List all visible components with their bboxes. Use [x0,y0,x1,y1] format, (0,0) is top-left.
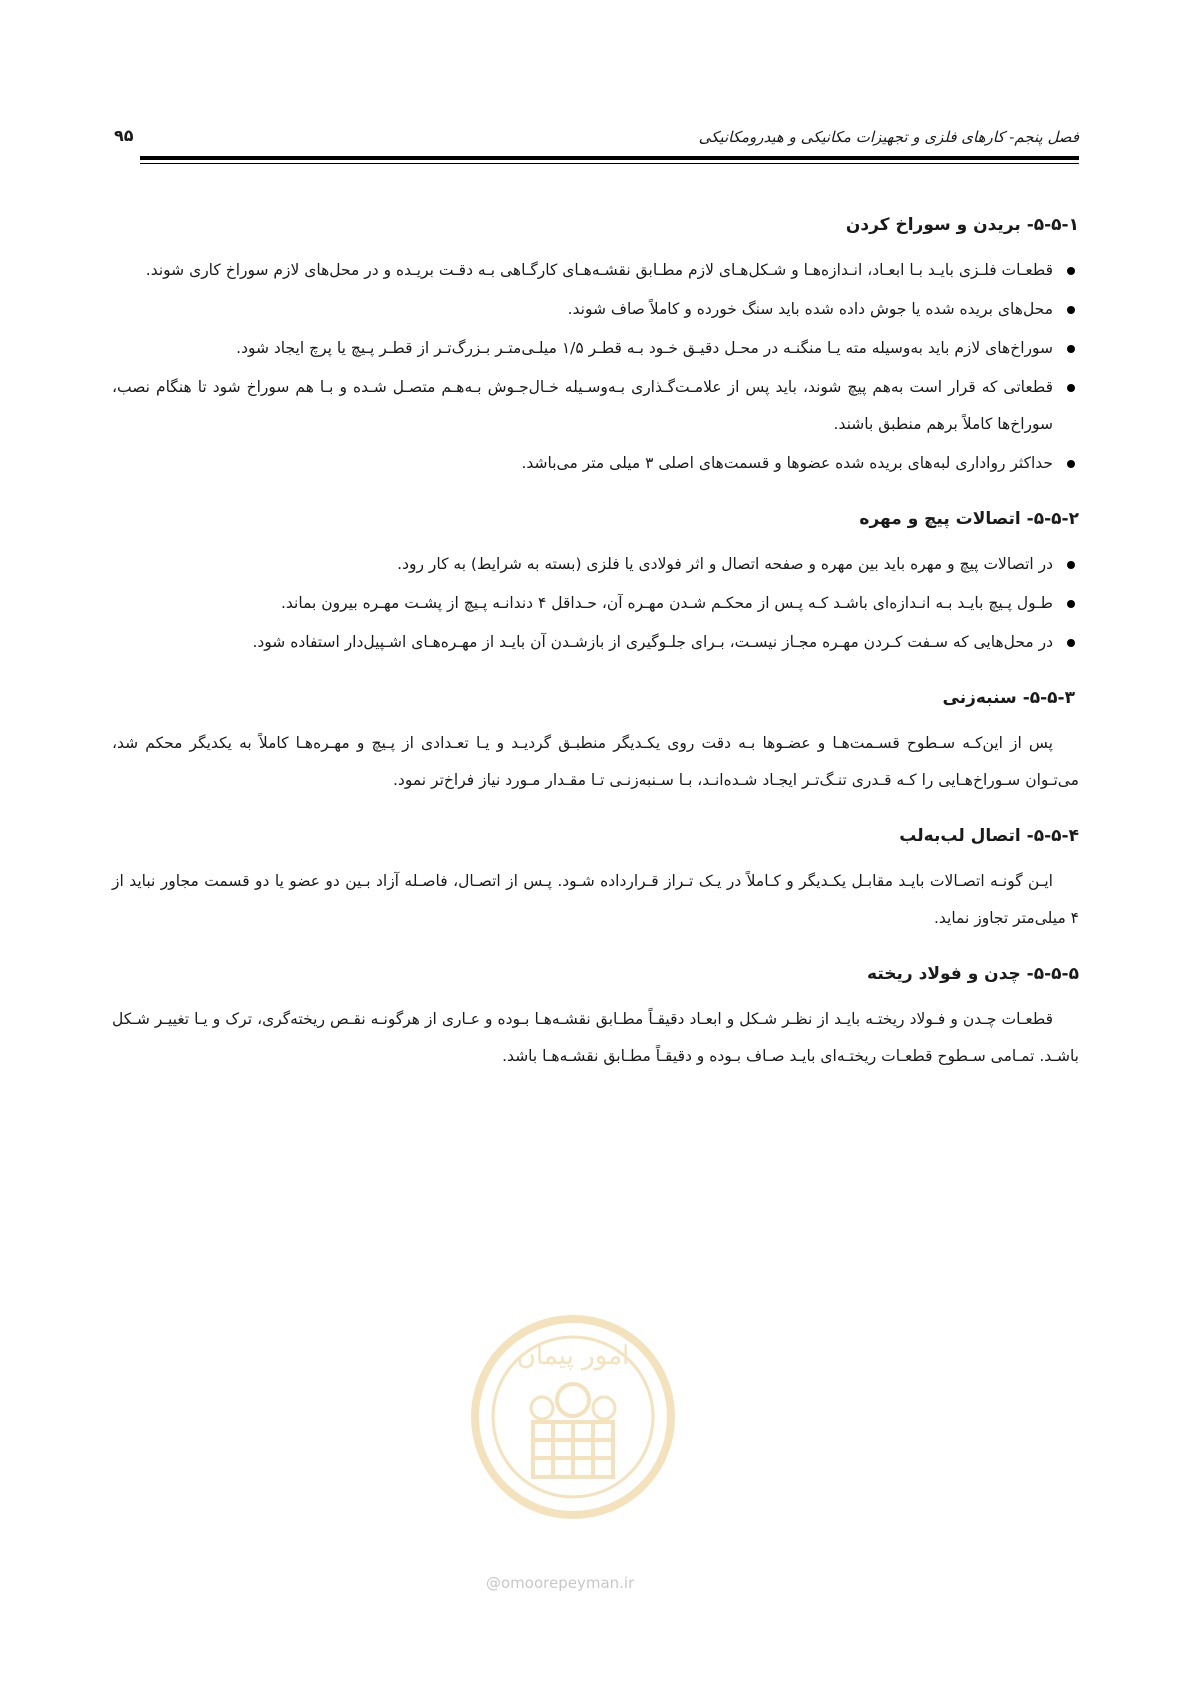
bullet-text: قطعـات فلـزی بایـد بـا ابعـاد، انـدازه‌هـا و شـکل‌هـای لازم مطـابق نقشـه‌هـای کارگـاهی بـه دقـت بریـده و در محل‌های لازم سوراخ کاری شوند. [145,261,1053,279]
watermark-url-text: omoorepeyman.ir [501,1574,635,1592]
chapter-title: فصل پنجم- کارهای فلزی و تجهیزات مکانیکی و هیدرومکانیکی [698,128,1079,146]
section-cast-iron-steel [112,959,1079,1075]
watermark-logo-text: امور پیمان [516,1341,630,1371]
page-header [112,128,1079,152]
bullet-item [112,445,1079,482]
bullet-icon [1067,345,1075,353]
bullet-text: در اتصالات پیچ و مهره باید بین مهره و صفحه اتصال و اثر فولادی یا فلزی (بسته به شرایط) به کار رود. [397,555,1053,573]
bullet-text: حداکثر رواداری لبه‌های بریده شده عضوها و قسمت‌های اصلی ۳ میلی متر می‌باشد. [521,454,1053,472]
section-heading: ۵-۵-۵- چدن و فولاد ریخته [867,964,1079,984]
section-butt-joint [112,821,1079,937]
bullet-item [112,585,1079,622]
bullet-item [112,252,1079,289]
bullet-icon [1067,460,1075,468]
section-heading: ۵-۵-۴- اتصال لب‌به‌لب [899,826,1079,846]
bullet-text: سوراخ‌های لازم باید به‌وسیله مته یـا منگنـه در محـل دقیـق خـود بـه قطـر ۱/۵ میلـی‌متـر بـزرگ‌تـر از قطـر پـیچ یا پرچ ایجاد شود. [236,339,1053,357]
header-rule-thick [140,156,1079,160]
bullet-icon [1067,600,1075,608]
bullet-list [112,252,1079,482]
bullet-icon [1067,306,1075,314]
section-bolt-nut [112,504,1079,661]
section-heading: ۵-۵-۲- اتصالات پیچ و مهره [859,509,1079,529]
bullet-icon [1067,561,1075,569]
watermark-logo-icon [468,1312,678,1522]
bullet-item [112,369,1079,443]
page-body [112,210,1079,1097]
bullet-item [112,291,1079,328]
watermark-url: @omoorepeyman.ir [486,1574,635,1592]
section-heading: ۵-۵-۱- بریدن و سوراخ کردن [845,215,1079,235]
section-paragraph: ایـن گونـه اتصـالات بایـد مقابـل یکـدیگر و کـاملاً در یـک تـراز قـرارداده شـود. پـس از اتصـال، فاصـله آزاد بـین دو عضو یا دو قسمت مجاور نباید از ۴ میلی‌متر تجاوز نماید. [112,872,1079,927]
bullet-text: طـول پـیچ بایـد بـه انـدازه‌ای باشـد کـه پـس از محکـم شـدن مهـره آن، حـداقل ۴ دندانـه پـیچ از پشـت مهـره بیرون بماند. [280,594,1053,612]
bullet-list [112,546,1079,661]
section-paragraph: قطعـات چـدن و فـولاد ریختـه بایـد از نظـر شـکل و ابعـاد دقیقـاً مطـابق نقشـه‌هـا بـوده و عـاری از هرگونـه نقـص ریخته‌گری، ترک و یـا تغییـر شـکل باشـد. تمـامی سـطوح قطعـات ریختـه‌ای بایـد صـاف بـوده و دقیقـاً مطـابق نقشـه‌هـا باشد. [112,1010,1079,1065]
bullet-item [112,546,1079,583]
bullet-text: در محل‌هایی که سـفت کـردن مهـره مجـاز نیسـت، بـرای جلـوگیری از بازشـدن آن بایـد از مهـره‌هـای اشـپیل‌دار استفاده شود. [252,633,1053,651]
bullet-text: محل‌های بریده شده یا جوش داده شده باید سنگ خورده و کاملاً صاف شوند. [567,300,1053,318]
bullet-item [112,330,1079,367]
header-rule-thin [140,163,1079,164]
bullet-text: قطعاتی که قرار است به‌هم پیچ شوند، باید پس از علامـت‌گـذاری بـه‌وسـیله خـال‌جـوش بـه‌هـم متصـل شـده و بـا هم سوراخ شود تا هنگام نصب، سوراخ‌ها کاملاً برهم منطبق باشند. [112,378,1053,433]
bullet-icon [1067,384,1075,392]
bullet-icon [1067,267,1075,275]
bullet-item [112,624,1079,661]
section-cutting-drilling [112,210,1079,482]
section-drifting [112,683,1079,799]
page-number: ۹۵ [114,126,134,145]
section-heading: ۵-۵-۳- سنبه‌زنی [942,688,1075,708]
section-paragraph: پس از این‌کـه سـطوح قسـمت‌هـا و عضـوها بـه دقت روی یکـدیگر منطبـق گردیـد و یـا تعـدادی از پـیچ و مهـره‌هـا کاملاً به یکدیگر محکم شد، می‌تـوان سـوراخ‌هـایی را کـه قـدری تنـگ‌تـر ایجـاد شـده‌انـد، بـا سـنبه‌زنـی تـا مقـدار مـورد نیاز فراخ‌تر نمود. [112,734,1079,789]
bullet-icon [1067,639,1075,647]
